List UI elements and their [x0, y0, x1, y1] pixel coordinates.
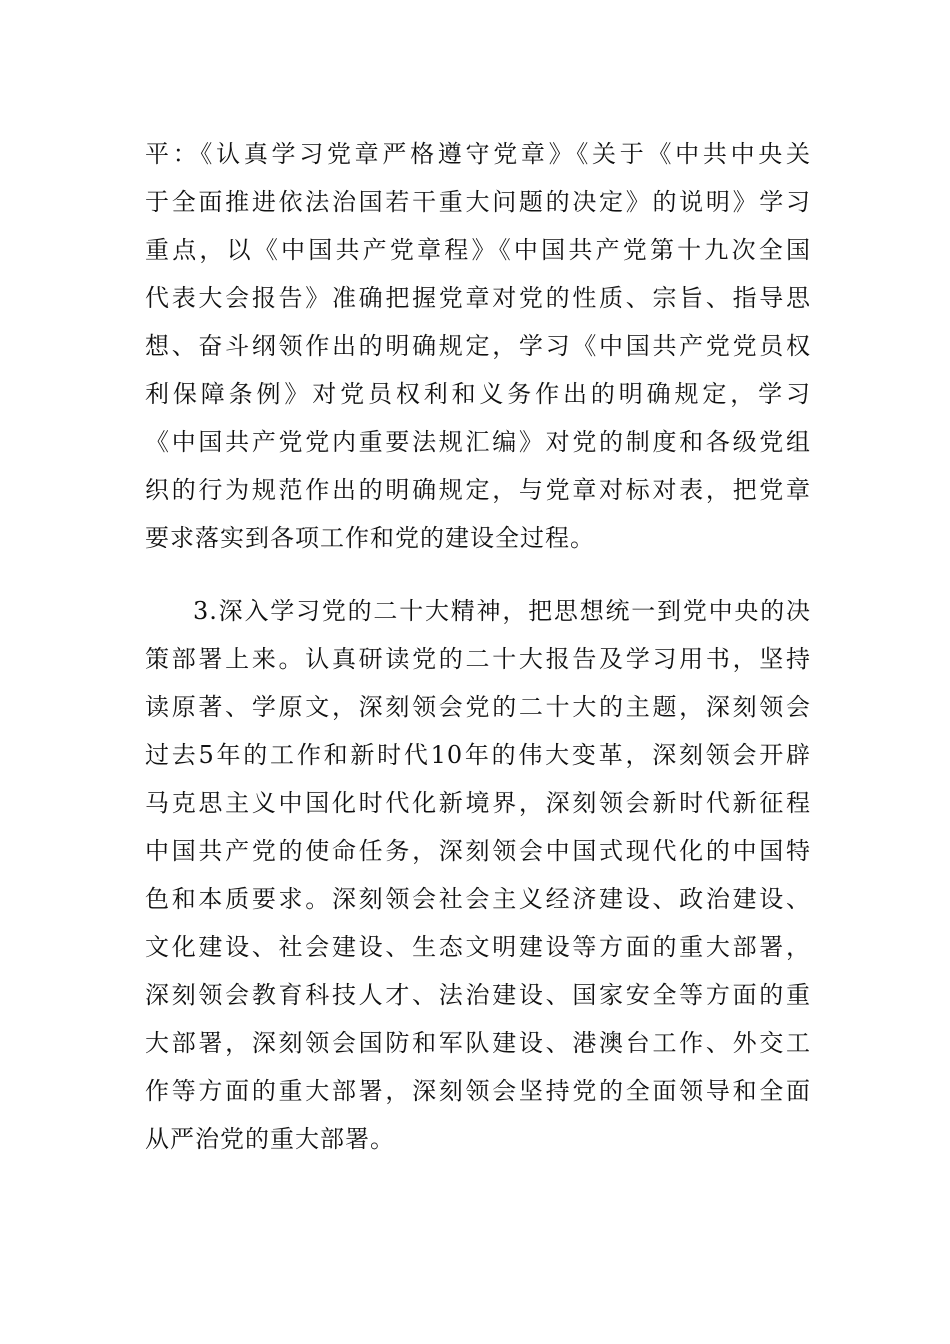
text-line: 平：《认真学习党章严格遵守党章》《关于《中共中央关: [145, 140, 811, 168]
paragraph-party-constitution: [145, 130, 811, 562]
text-line: 大部署，深刻领会国防和军队建设、港澳台工作、外交工: [145, 1029, 811, 1057]
text-line: 想、奋斗纲领作出的明确规定，学习《中国共产党党员权: [145, 332, 811, 360]
text-line: 色和本质要求。深刻领会社会主义经济建设、政治建设、: [145, 885, 811, 913]
text-line: 利保障条例》对党员权利和义务作出的明确规定，学习: [145, 380, 811, 408]
text-line: 深刻领会教育科技人才、法治建设、国家安全等方面的重: [145, 981, 811, 1009]
text-line: 于全面推进依法治国若干重大问题的决定》的说明》学习: [145, 188, 811, 216]
text-line: 重点，以《中国共产党章程》《中国共产党第十九次全国: [145, 236, 811, 264]
text-line: 作等方面的重大部署，深刻领会坚持党的全面领导和全面: [145, 1077, 811, 1105]
text-line: 读原著、学原文，深刻领会党的二十大的主题，深刻领会: [145, 693, 811, 721]
text-line: 织的行为规范作出的明确规定，与党章对标对表，把党章: [145, 476, 811, 504]
text-line: 过去5年的工作和新时代10年的伟大变革，深刻领会开辟: [145, 741, 811, 769]
text-line: 文化建设、社会建设、生态文明建设等方面的重大部署，: [145, 933, 811, 961]
text-line: 马克思主义中国化时代化新境界，深刻领会新时代新征程: [145, 789, 811, 817]
text-line: 从严治党的重大部署。: [145, 1125, 395, 1153]
text-line: 策部署上来。认真研读党的二十大报告及学习用书，坚持: [145, 645, 811, 673]
text-line: 代表大会报告》准确把握党章对党的性质、宗旨、指导思: [145, 284, 811, 312]
paragraph-twentieth-congress: [145, 587, 811, 1163]
text-line: 中国共产党的使命任务，深刻领会中国式现代化的中国特: [145, 837, 811, 865]
text-line: 3.深入学习党的二十大精神，把思想统一到党中央的决: [193, 597, 811, 625]
text-line: 要求落实到各项工作和党的建设全过程。: [145, 524, 595, 552]
text-line: 《中国共产党党内重要法规汇编》对党的制度和各级党组: [145, 428, 811, 456]
